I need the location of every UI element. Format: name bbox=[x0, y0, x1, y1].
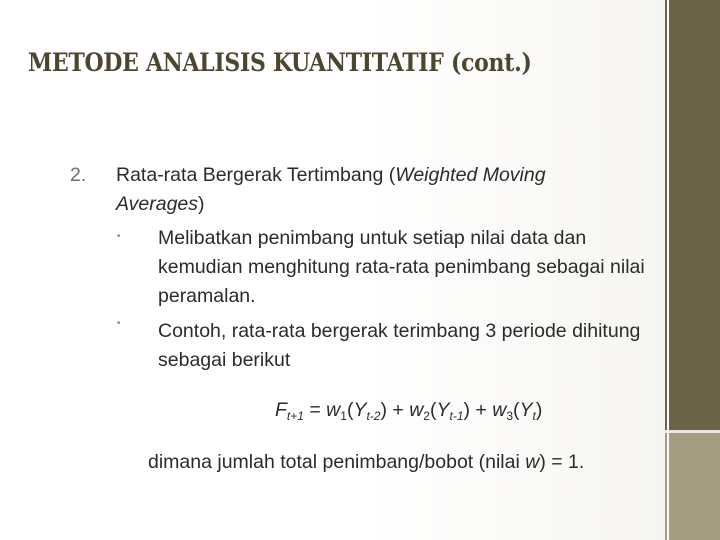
list-item-text-start: Rata-rata Bergerak Tertimbang ( bbox=[116, 164, 396, 186]
formula-operator: ( bbox=[513, 399, 520, 421]
list-item-number: 2. bbox=[70, 164, 87, 186]
formula-subscript: t-2 bbox=[366, 409, 381, 423]
formula-var: F bbox=[275, 399, 287, 421]
formula-operator: = bbox=[303, 399, 327, 421]
formula-var: Y bbox=[353, 399, 367, 421]
formula-operator: ) + bbox=[380, 399, 410, 421]
formula-var: w bbox=[409, 399, 424, 421]
formula-subscript: 3 bbox=[506, 409, 514, 423]
formula-subscript: 2 bbox=[423, 409, 430, 423]
list-item-text-italic: Weighted Moving Averages bbox=[116, 164, 546, 215]
side-bar-light bbox=[665, 432, 720, 540]
weighted-average-formula bbox=[275, 396, 542, 425]
formula-note bbox=[148, 448, 584, 477]
formula-operator: ( bbox=[429, 399, 437, 421]
list-item-text bbox=[116, 161, 636, 219]
formula-subscript: 1 bbox=[340, 409, 347, 423]
bullet-marker: • bbox=[117, 318, 121, 329]
formula-var: w bbox=[326, 399, 341, 421]
formula-var: Y bbox=[519, 399, 533, 421]
side-bar-dark bbox=[665, 0, 720, 432]
formula-operator: ( bbox=[346, 399, 354, 421]
formula-note-italic: w bbox=[525, 451, 540, 473]
bullet-marker: • bbox=[117, 231, 121, 242]
formula-subscript: t-1 bbox=[449, 409, 464, 423]
sub-bullet-text: Melibatkan penimbang untuk setiap nilai data dan kemudian menghitung rata-rata penimbang sebagai nilai peramalan. bbox=[158, 227, 645, 307]
formula-var: Y bbox=[436, 399, 450, 421]
formula-operator: ) bbox=[535, 399, 543, 421]
formula-var: w bbox=[492, 399, 507, 421]
formula-subscript: t bbox=[532, 409, 536, 423]
slide-title: METODE ANALISIS KUANTITATIF (cont.) bbox=[28, 48, 532, 78]
sub-bullet-text: Contoh, rata-rata bergerak terimbang 3 periode dihitung sebagai berikut bbox=[158, 320, 641, 371]
side-bar-divider bbox=[665, 430, 720, 433]
formula-operator: ) + bbox=[463, 399, 493, 421]
side-bar-edge-line bbox=[667, 0, 669, 540]
list-item-text-end: ) bbox=[198, 193, 205, 215]
formula-note-start: dimana jumlah total penimbang/bobot (nilai bbox=[148, 451, 526, 473]
formula-note-end: ) = 1. bbox=[539, 451, 585, 473]
formula-subscript: t+1 bbox=[286, 409, 304, 423]
